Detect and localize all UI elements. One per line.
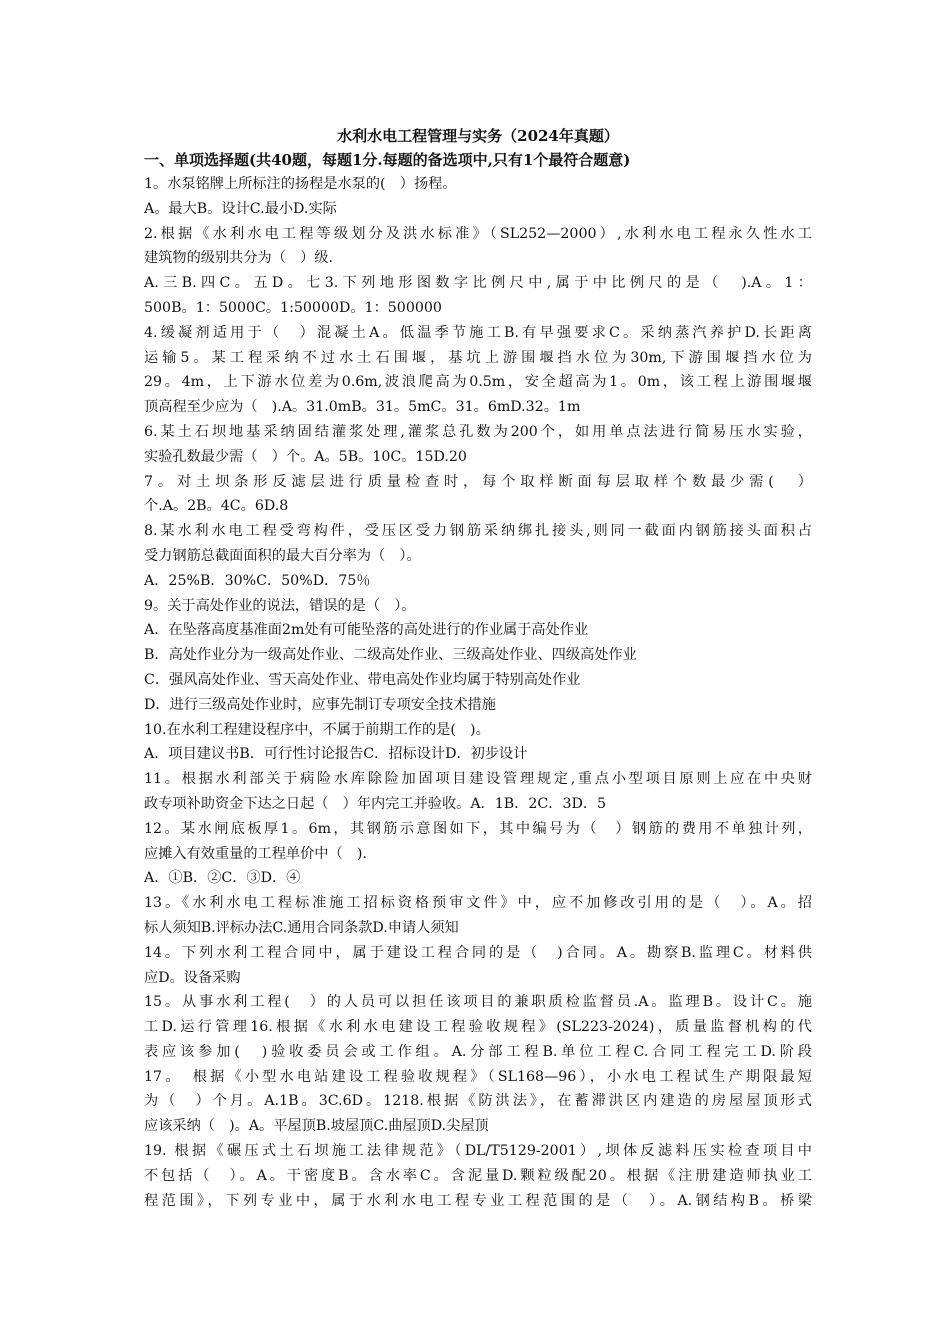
text-line: 为（ ）个月。A.1B。3C.6D。1218.根据《防洪法》，在蓄滞洪区内建造的房屋屋顶形式 xyxy=(144,1093,812,1110)
text-line: A．25%B．30%C．50%D．75％ xyxy=(144,572,371,589)
text-line: 应D。设备采购 xyxy=(144,969,241,986)
text-line: 10.在水利工程建设程序中，不属于前期工作的是( )。 xyxy=(144,721,490,738)
text-line: A。最大B。设计C.最小D.实际 xyxy=(144,200,337,217)
text-line: 工D.运行管理16.根据《水利水电建设工程验收规程》(SL223-2024)，质量监督机构的代 xyxy=(144,1019,812,1036)
text-line: 标人须知B.评标办法C.通用合同条款D.申请人须知 xyxy=(144,919,459,936)
text-line: C．强风高处作业、雪天高处作业、带电高处作业均属于特别高处作业 xyxy=(144,671,581,688)
text-line: 7。对土坝条形反滤层进行质量检查时，每个取样断面每层取样个数最少需( ） xyxy=(144,473,812,490)
text-line: 29。4m，上下游水位差为0.6m,波浪爬高为0.5m，安全超高为1。0m，该工程上游围堰堰 xyxy=(144,374,812,391)
text-line: A.三B.四C。五D。七3.下列地形图数字比例尺中,属于中比例尺的是（ ).A。1： xyxy=(144,275,812,292)
text-line: 17。 根据《小型水电站建设工程验收规程》（SL168—96），小水电工程试生产期限最短 xyxy=(144,1068,812,1085)
document-body xyxy=(144,124,812,1213)
text-line: 政专项补助资金下达之日起（ ）年内完工并验收。A．1B．2C．3D．5 xyxy=(144,795,607,812)
text-line: 不包括（ ）。A。干密度B。含水率C。含泥量D.颗粒级配20。根据《注册建造师执业工 xyxy=(144,1167,812,1184)
text-line: 实验孔数最少需（ ）个。A。5B。10C。15D.20 xyxy=(144,448,467,465)
text-line: 8.某水利水电工程受弯构件，受压区受力钢筋采纳绑扎接头,则同一截面内钢筋接头面积占 xyxy=(144,523,812,540)
text-line: 1。水泵铭牌上所标注的扬程是水泵的( ）扬程。 xyxy=(144,176,457,192)
text-line: 19. 根据《碾压式土石坝施工法律规范》（DL/T5129-2001）,坝体反滤料压实检查项目中 xyxy=(144,1143,812,1160)
text-line: 11。根据水利部关于病险水库除险加固项目建设管理规定,重点小型项目原则上应在中央财 xyxy=(144,771,812,788)
text-line: 14。下列水利工程合同中，属于建设工程合同的是（ )合同。A。勘察B.监理C。材料供 xyxy=(144,944,812,961)
text-line: 9。关于高处作业的说法，错误的是（ ）。 xyxy=(144,597,416,614)
text-line: 程范围》，下列专业中，属于水利水电工程专业工程范围的是（ ）。A.钢结构B。桥梁 xyxy=(144,1192,812,1209)
text-line: 运输5。某工程采纳不过水土石围堰，基坑上游围堰挡水位为30m,下游围堰挡水位为 xyxy=(144,349,812,366)
text-line: 个.A。2B。4C。6D.8 xyxy=(144,498,289,515)
text-line: 4.缓凝剂适用于（ ）混凝土A。低温季节施工B.有早强要求C。采纳蒸汽养护D.长距离 xyxy=(144,324,812,341)
text-line: 15。从事水利工程( ）的人员可以担任该项目的兼职质检监督员.A。监理B。设计C。施 xyxy=(144,994,812,1011)
document-title: 水利水电工程管理与实务（2024年真题） xyxy=(337,127,619,145)
text-line: 表应该参加( )验收委员会或工作组。A.分部工程B.单位工程C.合同工程完工D.阶段 xyxy=(144,1043,812,1060)
text-line: 2.根据《水利水电工程等级划分及洪水标准》（SL252—2000）,水利水电工程永久性水工 xyxy=(144,225,812,242)
text-line: A．在坠落高度基准面2m处有可能坠落的高处进行的作业属于高处作业 xyxy=(144,622,589,639)
text-line: 建筑物的级别共分为（ ）级. xyxy=(144,250,333,267)
text-line: 顶高程至少应为（ ).A。31.0mB。31。5mC。31。6mD.32。1m xyxy=(144,399,581,416)
text-line: 500B。1：5000C。1:50000D。1：500000 xyxy=(144,299,442,316)
text-line: 12。某水闸底板厚1。6m，其钢筋示意图如下，其中编号为（ ）钢筋的费用不单独计列， xyxy=(144,820,812,837)
text-line: 应摊入有效重量的工程单价中（ ). xyxy=(144,845,367,862)
text-line: 受力钢筋总截面面积的最大百分率为（ ）。 xyxy=(144,547,421,564)
question-lines xyxy=(144,172,812,1213)
text-line: D．进行三级高处作业时，应事先制订专项安全技术措施 xyxy=(144,696,496,713)
text-line: 应该采纳（ )。A。平屋顶B.坡屋顶C.曲屋顶D.尖屋顶 xyxy=(144,1118,489,1135)
text-line: B．高处作业分为一级高处作业、二级高处作业、三级高处作业、四级高处作业 xyxy=(144,647,637,664)
text-line: A．①B．②C．③D．④ xyxy=(144,870,301,887)
text-line: A．项目建议书B．可行性讨论报告C．招标设计D．初步设计 xyxy=(144,746,528,763)
text-line: 6.某土石坝地基采纳固结灌浆处理,灌浆总孔数为200个，如用单点法进行简易压水实验， xyxy=(144,423,812,440)
section-heading: 一、单项选择题(共40题，每题1分.每题的备选项中,只有1个最符合题意) xyxy=(144,151,631,169)
text-line: 13。《水利水电工程标准施工招标资格预审文件》中，应不加修改引用的是（ ）。A。招 xyxy=(144,895,812,912)
